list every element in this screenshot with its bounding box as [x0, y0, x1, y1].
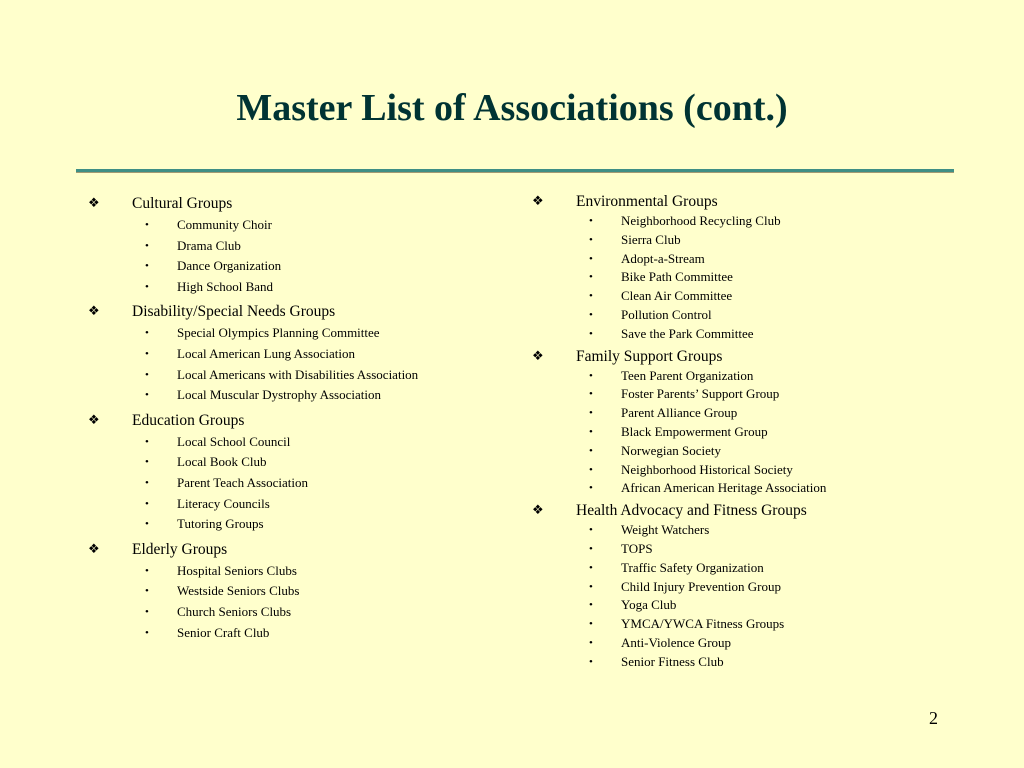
- bullet-dot-icon: •: [589, 271, 593, 284]
- bullet-dot-icon: •: [589, 524, 593, 537]
- list-item: • Neighborhood Recycling Club: [576, 212, 968, 231]
- bullet-dot-icon: •: [589, 561, 593, 574]
- bullet-dot-icon: •: [145, 368, 149, 381]
- list-item: • African American Heritage Association: [576, 479, 968, 498]
- bullet-dot-icon: •: [145, 280, 149, 293]
- bullet-dot-icon: •: [589, 580, 593, 593]
- bullet-dot-icon: •: [145, 456, 149, 469]
- bullet-dot-icon: •: [589, 425, 593, 438]
- list-item: • Senior Craft Club: [132, 623, 514, 644]
- right-column: [528, 192, 968, 672]
- list-item: • Literacy Councils: [132, 494, 514, 515]
- group-health-fitness: [528, 501, 968, 671]
- list-item: • Pollution Control: [576, 306, 968, 325]
- bullet-dot-icon: •: [145, 239, 149, 252]
- list-item: • Neighborhood Historical Society: [576, 461, 968, 480]
- list-item: • Norwegian Society: [576, 442, 968, 461]
- list-item: • Local Book Club: [132, 452, 514, 473]
- bullet-dot-icon: •: [589, 636, 593, 649]
- bullet-dot-icon: •: [145, 347, 149, 360]
- bullet-dot-icon: •: [589, 388, 593, 401]
- list-item: • Local School Council: [132, 432, 514, 453]
- bullet-dot-icon: •: [589, 407, 593, 420]
- bullet-dot-icon: •: [589, 463, 593, 476]
- list-item: • Sierra Club: [576, 231, 968, 250]
- list-item: • Traffic Safety Organization: [576, 559, 968, 578]
- bullet-dot-icon: •: [589, 308, 593, 321]
- bullet-dot-icon: •: [145, 626, 149, 639]
- diamond-bullet-icon: ❖: [532, 503, 544, 519]
- bullet-dot-icon: •: [589, 233, 593, 246]
- diamond-bullet-icon: ❖: [88, 412, 100, 428]
- bullet-dot-icon: •: [589, 542, 593, 555]
- list-item: • Local Americans with Disabilities Association: [132, 365, 514, 386]
- left-column: [84, 194, 514, 643]
- list-item: • Parent Teach Association: [132, 473, 514, 494]
- list-item: • Senior Fitness Club: [576, 653, 968, 672]
- bullet-dot-icon: •: [589, 215, 593, 227]
- list-item: • Drama Club: [132, 236, 514, 257]
- group-heading: Education Groups: [132, 411, 245, 429]
- bullet-dot-icon: •: [589, 327, 593, 340]
- bullet-dot-icon: •: [145, 518, 149, 531]
- bullet-dot-icon: •: [589, 369, 593, 382]
- diamond-bullet-icon: ❖: [88, 541, 100, 557]
- list-item: • Black Empowerment Group: [576, 423, 968, 442]
- group-disability: [84, 302, 514, 405]
- list-item: • Community Choir: [132, 215, 514, 236]
- group-elderly: [84, 540, 514, 643]
- list-item: • Special Olympics Planning Committee: [132, 323, 514, 344]
- list-item: • Tutoring Groups: [132, 514, 514, 535]
- list-item: • Bike Path Committee: [576, 268, 968, 287]
- bullet-dot-icon: •: [145, 389, 149, 402]
- list-item: • Foster Parents’ Support Group: [576, 385, 968, 404]
- group-family-support: [528, 347, 968, 499]
- bullet-dot-icon: •: [145, 564, 149, 577]
- list-item: • Dance Organization: [132, 256, 514, 277]
- slide-title: Master List of Associations (cont.): [236, 87, 788, 129]
- bullet-dot-icon: •: [145, 585, 149, 598]
- bullet-dot-icon: •: [145, 260, 149, 273]
- group-heading: Disability/Special Needs Groups: [132, 303, 336, 321]
- group-education: [84, 411, 514, 535]
- list-item: • Child Injury Prevention Group: [576, 578, 968, 597]
- list-item: • Anti-Violence Group: [576, 634, 968, 653]
- group-environmental: [528, 192, 968, 344]
- list-item: • Parent Alliance Group: [576, 404, 968, 423]
- bullet-dot-icon: •: [145, 219, 149, 231]
- diamond-bullet-icon: ❖: [532, 348, 544, 364]
- bullet-dot-icon: •: [145, 497, 149, 510]
- list-item: • Westside Seniors Clubs: [132, 581, 514, 602]
- bullet-dot-icon: •: [145, 476, 149, 489]
- bullet-dot-icon: •: [589, 599, 593, 612]
- list-item: • Save the Park Committee: [576, 325, 968, 344]
- list-item: • YMCA/YWCA Fitness Groups: [576, 615, 968, 634]
- list-item: • Adopt-a-Stream: [576, 250, 968, 269]
- list-item: • Church Seniors Clubs: [132, 602, 514, 623]
- list-item: • Local American Lung Association: [132, 344, 514, 365]
- group-heading: Cultural Groups: [132, 195, 233, 212]
- list-item: • TOPS: [576, 540, 968, 559]
- group-heading: Elderly Groups: [132, 540, 228, 558]
- diamond-bullet-icon: ❖: [88, 304, 100, 320]
- group-heading: Health Advocacy and Fitness Groups: [576, 502, 807, 520]
- list-item: • Local Muscular Dystrophy Association: [132, 385, 514, 406]
- list-item: • Hospital Seniors Clubs: [132, 561, 514, 582]
- page-number: 2: [929, 708, 938, 728]
- bullet-dot-icon: •: [589, 252, 593, 265]
- bullet-dot-icon: •: [589, 618, 593, 631]
- list-item: • Teen Parent Organization: [576, 367, 968, 386]
- bullet-dot-icon: •: [589, 482, 593, 495]
- bullet-dot-icon: •: [145, 605, 149, 618]
- group-heading: Family Support Groups: [576, 347, 723, 365]
- list-item: • Yoga Club: [576, 596, 968, 615]
- bullet-dot-icon: •: [589, 444, 593, 457]
- group-heading: Environmental Groups: [576, 193, 718, 210]
- list-item: • Clean Air Committee: [576, 287, 968, 306]
- bullet-dot-icon: •: [589, 290, 593, 303]
- group-cultural: [84, 194, 514, 297]
- bullet-dot-icon: •: [145, 435, 149, 448]
- diamond-bullet-icon: ❖: [88, 196, 100, 211]
- list-item: • Weight Watchers: [576, 521, 968, 540]
- list-item: • High School Band: [132, 277, 514, 298]
- title-divider: [76, 169, 954, 173]
- diamond-bullet-icon: ❖: [532, 194, 544, 209]
- bullet-dot-icon: •: [589, 655, 593, 668]
- bullet-dot-icon: •: [145, 327, 149, 340]
